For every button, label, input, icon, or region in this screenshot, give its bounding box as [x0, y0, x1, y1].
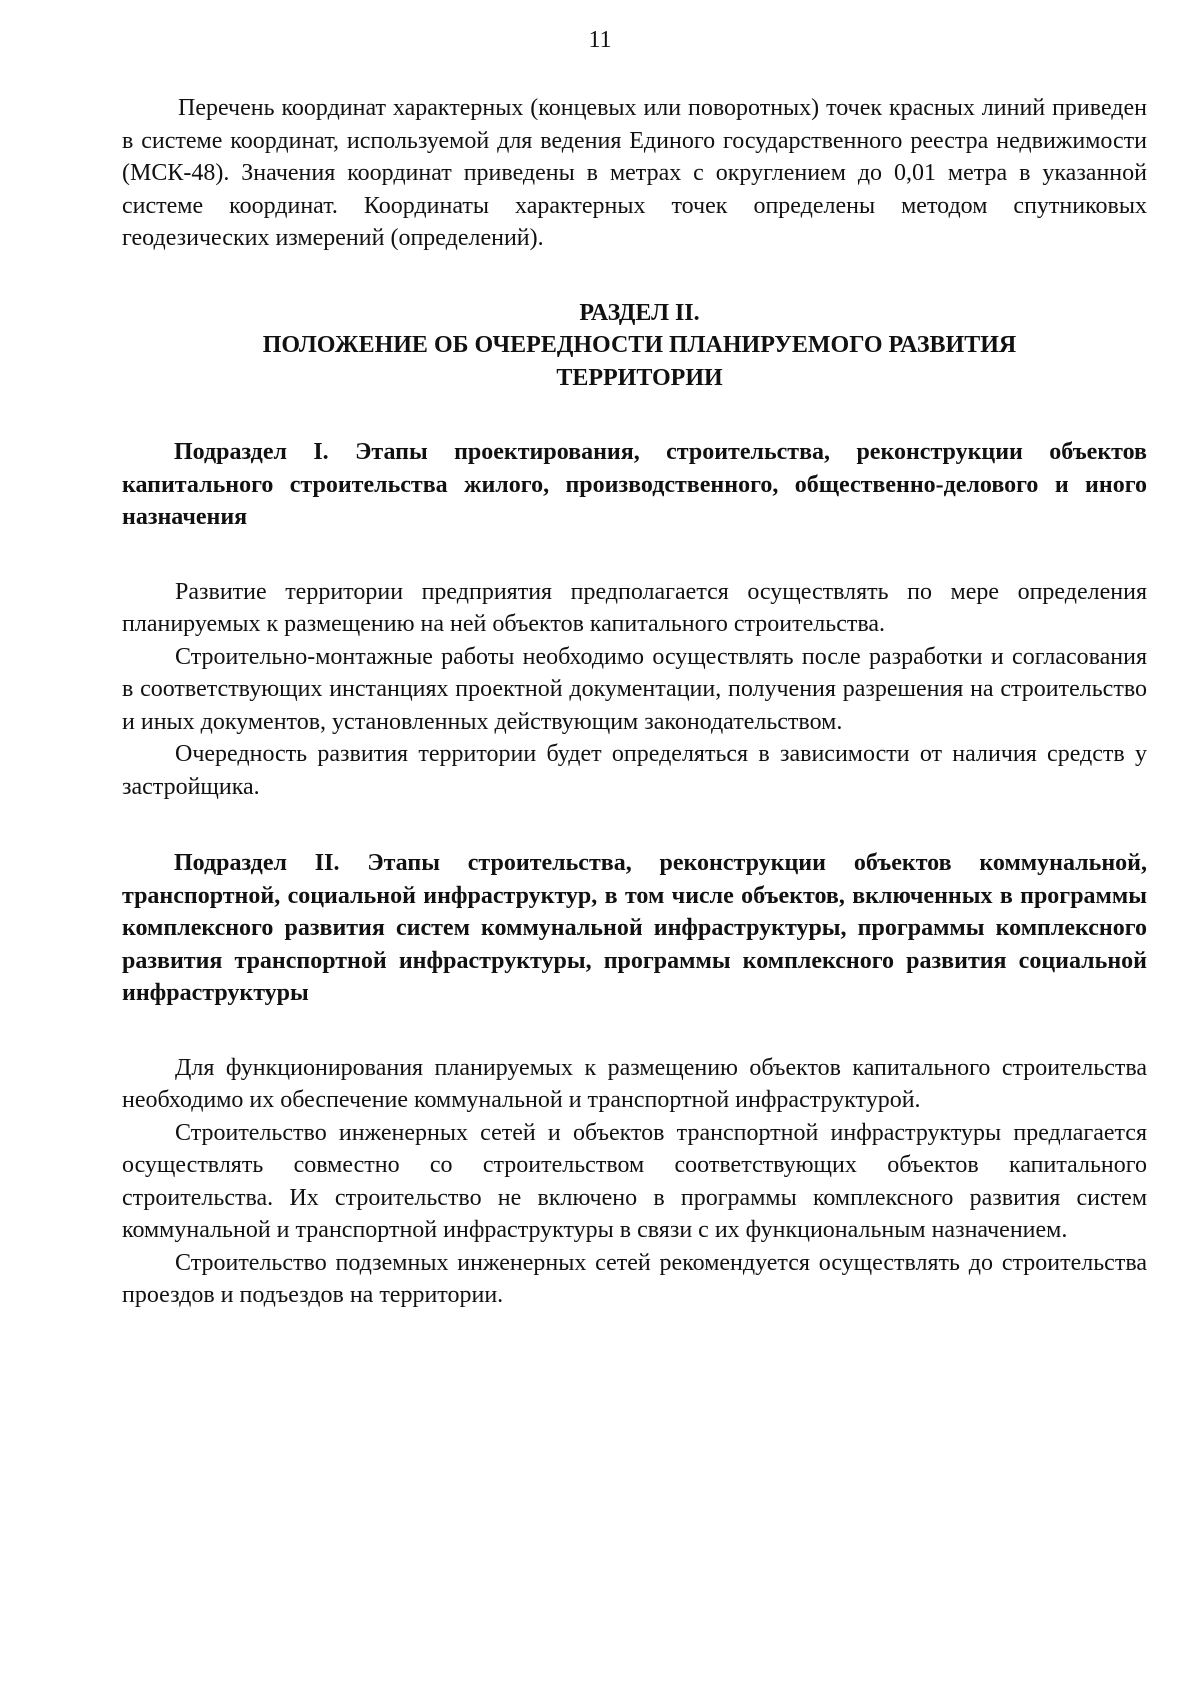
- subsection-1-heading: Подраздел I. Этапы проектирования, строительства, реконструкции объектов капитального строительства жилого, производственного, общественно-делового и иного назначения: [122, 439, 1147, 530]
- subsection-1-paragraph-3: Очередность развития территории будет определяться в зависимости от наличия средств у застройщика.: [122, 741, 1147, 800]
- subsection-2-body: [122, 1052, 1147, 1312]
- section-heading: [122, 297, 1147, 395]
- subsection-2-heading: Подраздел II. Этапы строительства, реконструкции объектов коммунальной, транспортной, социальной инфраструктур, в том числе объектов, включенных в программы комплексного развития систем коммунальной инфраструктуры, программы комплексного развития транспортной инфраструктуры, программы комплексного развития социальной инфраструктуры: [122, 850, 1147, 1006]
- subsection-1-paragraph-2: Строительно-монтажные работы необходимо осуществлять после разработки и согласования в соответствующих инстанциях проектной документации, получения разрешения на строительство и иных документов, установленных действующим законодательством.: [122, 643, 1147, 735]
- intro-paragraph: Перечень координат характерных (концевых или поворотных) точек красных линий приведен в системе координат, используемой для ведения Единого государственного реестра недвижимости (МСК-48). Значения координат приведены в метрах с округлением до 0,01 метра в указанной системе координат. Координаты характерных точек определены методом спутниковых геодезических измерений (определений).: [122, 95, 1147, 251]
- subsection-2-paragraph-2: Строительство инженерных сетей и объектов транспортной инфраструктуры предлагается осуществлять совместно со строительством соответствующих объектов капитального строительства. Их строительство не включено в программы комплексного развития систем коммунальной и транспортной инфраструктуры в связи с их функциональным назначением.: [122, 1119, 1147, 1243]
- section-title-line-3: ТЕРРИТОРИИ: [556, 364, 723, 391]
- subsection-1-paragraph-1: Развитие территории предприятия предполагается осуществлять по мере определения планируемых к размещению на ней объектов капитального строительства.: [122, 578, 1147, 637]
- subsection-2-paragraph-3: Строительство подземных инженерных сетей рекомендуется осуществлять до строительства проездов и подъездов на территории.: [122, 1249, 1147, 1308]
- page-number: 11: [588, 27, 612, 53]
- subsection-1-body: [122, 576, 1147, 804]
- subsection-2-paragraph-1: Для функционирования планируемых к размещению объектов капитального строительства необходимо их обеспечение коммунальной и транспортной инфраструктурой.: [122, 1054, 1147, 1113]
- section-title-line-1: РАЗДЕЛ II.: [579, 299, 700, 326]
- document-body: [122, 92, 1147, 1312]
- section-title-line-2: ПОЛОЖЕНИЕ ОБ ОЧЕРЕДНОСТИ ПЛАНИРУЕМОГО РАЗВИТИЯ: [262, 332, 1017, 358]
